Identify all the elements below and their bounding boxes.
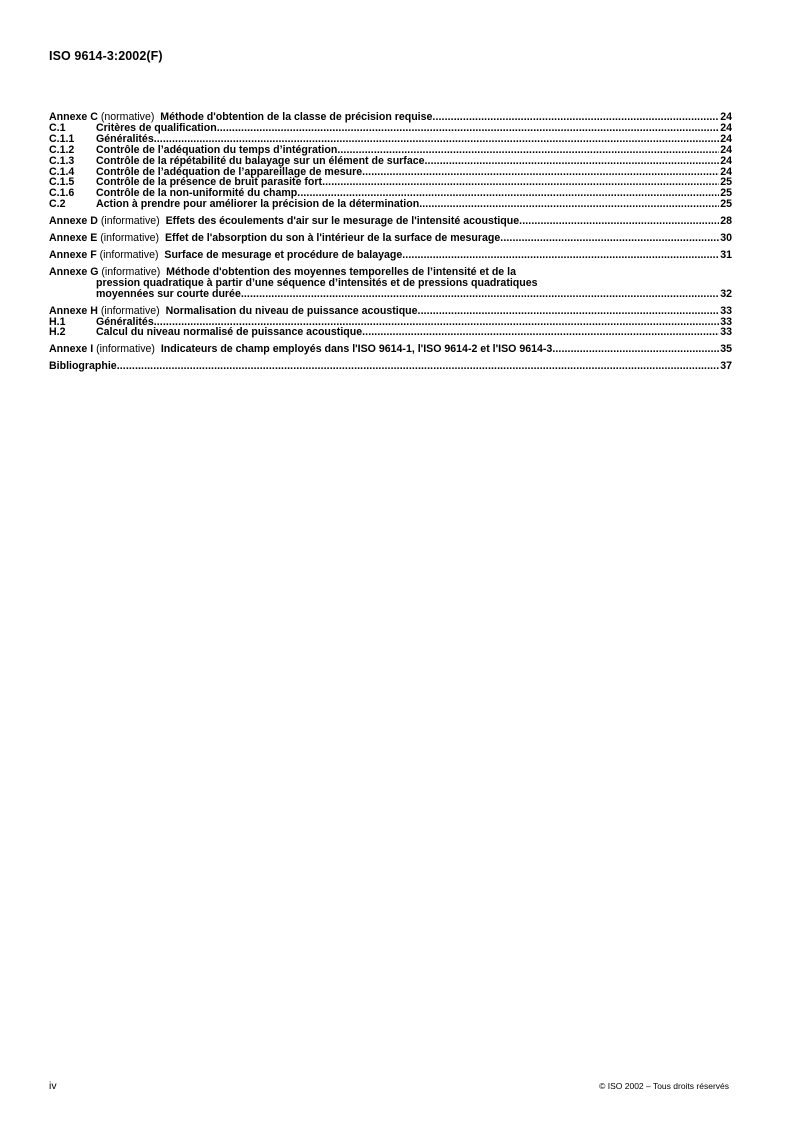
toc-title: Effets des écoulements d'air sur le mesurage de l'intensité acoustique <box>165 215 520 228</box>
dot-leader <box>362 167 719 178</box>
dot-leader <box>419 199 719 210</box>
table-of-contents <box>49 112 732 372</box>
toc-title: Normalisation du niveau de puissance acoustique <box>165 304 418 317</box>
toc-page: 25 <box>720 198 732 211</box>
copyright-notice: © ISO 2002 – Tous droits réservés <box>599 1081 729 1091</box>
dot-leader <box>519 216 719 227</box>
annex-type: (informative) <box>98 265 167 278</box>
dot-leader <box>402 250 719 261</box>
toc-number: C.1.2 <box>49 143 75 156</box>
annex-prefix: Annexe E <box>49 232 98 245</box>
toc-title: Critères de qualification <box>96 121 217 134</box>
dot-leader <box>425 156 720 167</box>
toc-page: 31 <box>720 248 732 261</box>
annex-type: (normative) <box>97 111 161 123</box>
toc-entry-annex-g-end[interactable] <box>49 289 732 300</box>
annex-prefix: Annexe D <box>49 215 98 228</box>
toc-entry-c13[interactable] <box>49 156 732 167</box>
toc-entry-annex-i[interactable] <box>49 344 732 355</box>
toc-page: 33 <box>720 326 732 339</box>
toc-title: Effet de l'absorption du son à l'intérieur de la surface de mesurage <box>164 232 501 245</box>
toc-page: 24 <box>720 121 732 134</box>
toc-number: C.2 <box>49 198 66 211</box>
toc-page: 30 <box>720 232 732 245</box>
page-number: iv <box>49 1080 57 1092</box>
toc-number: H.1 <box>49 315 66 328</box>
annex-type: (informative) <box>96 248 165 261</box>
toc-title: Calcul du niveau normalisé de puissance acoustique <box>96 326 363 339</box>
toc-page: 24 <box>720 165 732 178</box>
annex-prefix: Annexe G <box>49 265 99 278</box>
toc-page: 24 <box>720 132 732 145</box>
toc-title: Généralités <box>96 132 154 145</box>
toc-number: C.1.6 <box>49 187 75 200</box>
toc-title: Indicateurs de champ employés dans l'ISO 9614-1, l'ISO 9614-2 et l'ISO 9614-3 <box>160 343 553 356</box>
dot-leader <box>337 145 719 156</box>
annex-type: (informative) <box>93 343 161 356</box>
toc-page: 24 <box>720 154 732 167</box>
toc-number: C.1.4 <box>49 165 75 178</box>
toc-title: Bibliographie <box>49 360 117 373</box>
dot-leader <box>500 233 719 244</box>
toc-entry-annex-f[interactable] <box>49 250 732 261</box>
toc-title: Généralités <box>96 315 154 328</box>
toc-number: H.2 <box>49 326 66 339</box>
document-id: ISO 9614-3:2002(F) <box>49 49 163 63</box>
toc-title: Contrôle de la répétabilité du balayage sur un élément de surface <box>96 154 425 167</box>
annex-type: (informative) <box>97 304 166 317</box>
toc-page: 35 <box>720 343 732 356</box>
toc-title: Contrôle de la présence de bruit parasite fort <box>96 176 323 189</box>
dot-leader <box>432 112 719 123</box>
toc-title: Contrôle de la non-uniformité du champ <box>96 187 298 200</box>
toc-title: Contrôle de l’adéquation du temps d’intégration <box>96 143 338 156</box>
toc-page: 32 <box>720 287 732 300</box>
annex-type: (informative) <box>97 215 166 228</box>
toc-entry-c12[interactable] <box>49 145 732 156</box>
toc-number: C.1.5 <box>49 176 75 189</box>
toc-title: Surface de mesurage et procédure de balayage <box>164 248 403 261</box>
toc-title-line3: moyennées sur courte durée <box>96 287 241 300</box>
toc-title-line1: Méthode d'obtention des moyennes temporelles de l’intensité et de la <box>166 265 516 278</box>
dot-leader <box>362 327 719 338</box>
annex-prefix: Annexe C <box>49 111 98 123</box>
toc-number: C.1 <box>49 121 66 134</box>
dot-leader <box>241 289 719 300</box>
dot-leader <box>418 306 720 317</box>
toc-title-line2: pression quadratique à partir d’une séquence d’intensités et de pressions quadratiques <box>96 276 538 289</box>
toc-entry-c2[interactable] <box>49 199 732 210</box>
toc-number: C.1.1 <box>49 132 75 145</box>
toc-entry-annex-h[interactable] <box>49 306 732 317</box>
dot-leader <box>117 361 720 372</box>
toc-entry-annex-e[interactable] <box>49 233 732 244</box>
toc-page: 25 <box>720 187 732 200</box>
annex-type: (informative) <box>97 232 165 245</box>
toc-page: 33 <box>720 315 732 328</box>
annex-prefix: Annexe H <box>49 304 98 317</box>
toc-page: 33 <box>720 304 732 317</box>
toc-page: 37 <box>720 360 732 373</box>
toc-entry-annex-d[interactable] <box>49 216 732 227</box>
toc-page: 25 <box>720 176 732 189</box>
annex-prefix: Annexe I <box>49 343 94 356</box>
toc-page: 24 <box>720 143 732 156</box>
toc-page: 28 <box>720 215 732 228</box>
dot-leader <box>552 344 719 355</box>
dot-leader <box>322 177 719 188</box>
annex-prefix: Annexe F <box>49 248 97 261</box>
toc-entry-bibliography[interactable] <box>49 361 732 372</box>
toc-title: Action à prendre pour améliorer la précision de la détermination <box>96 198 420 211</box>
toc-entry-h2[interactable] <box>49 327 732 338</box>
dot-leader <box>217 123 720 134</box>
toc-number: C.1.3 <box>49 154 75 167</box>
toc-title: Méthode d'obtention de la classe de précision requise <box>160 111 433 123</box>
toc-page: 24 <box>720 111 732 123</box>
toc-title: Contrôle de l’adéquation de l’appareillage de mesure <box>96 165 363 178</box>
